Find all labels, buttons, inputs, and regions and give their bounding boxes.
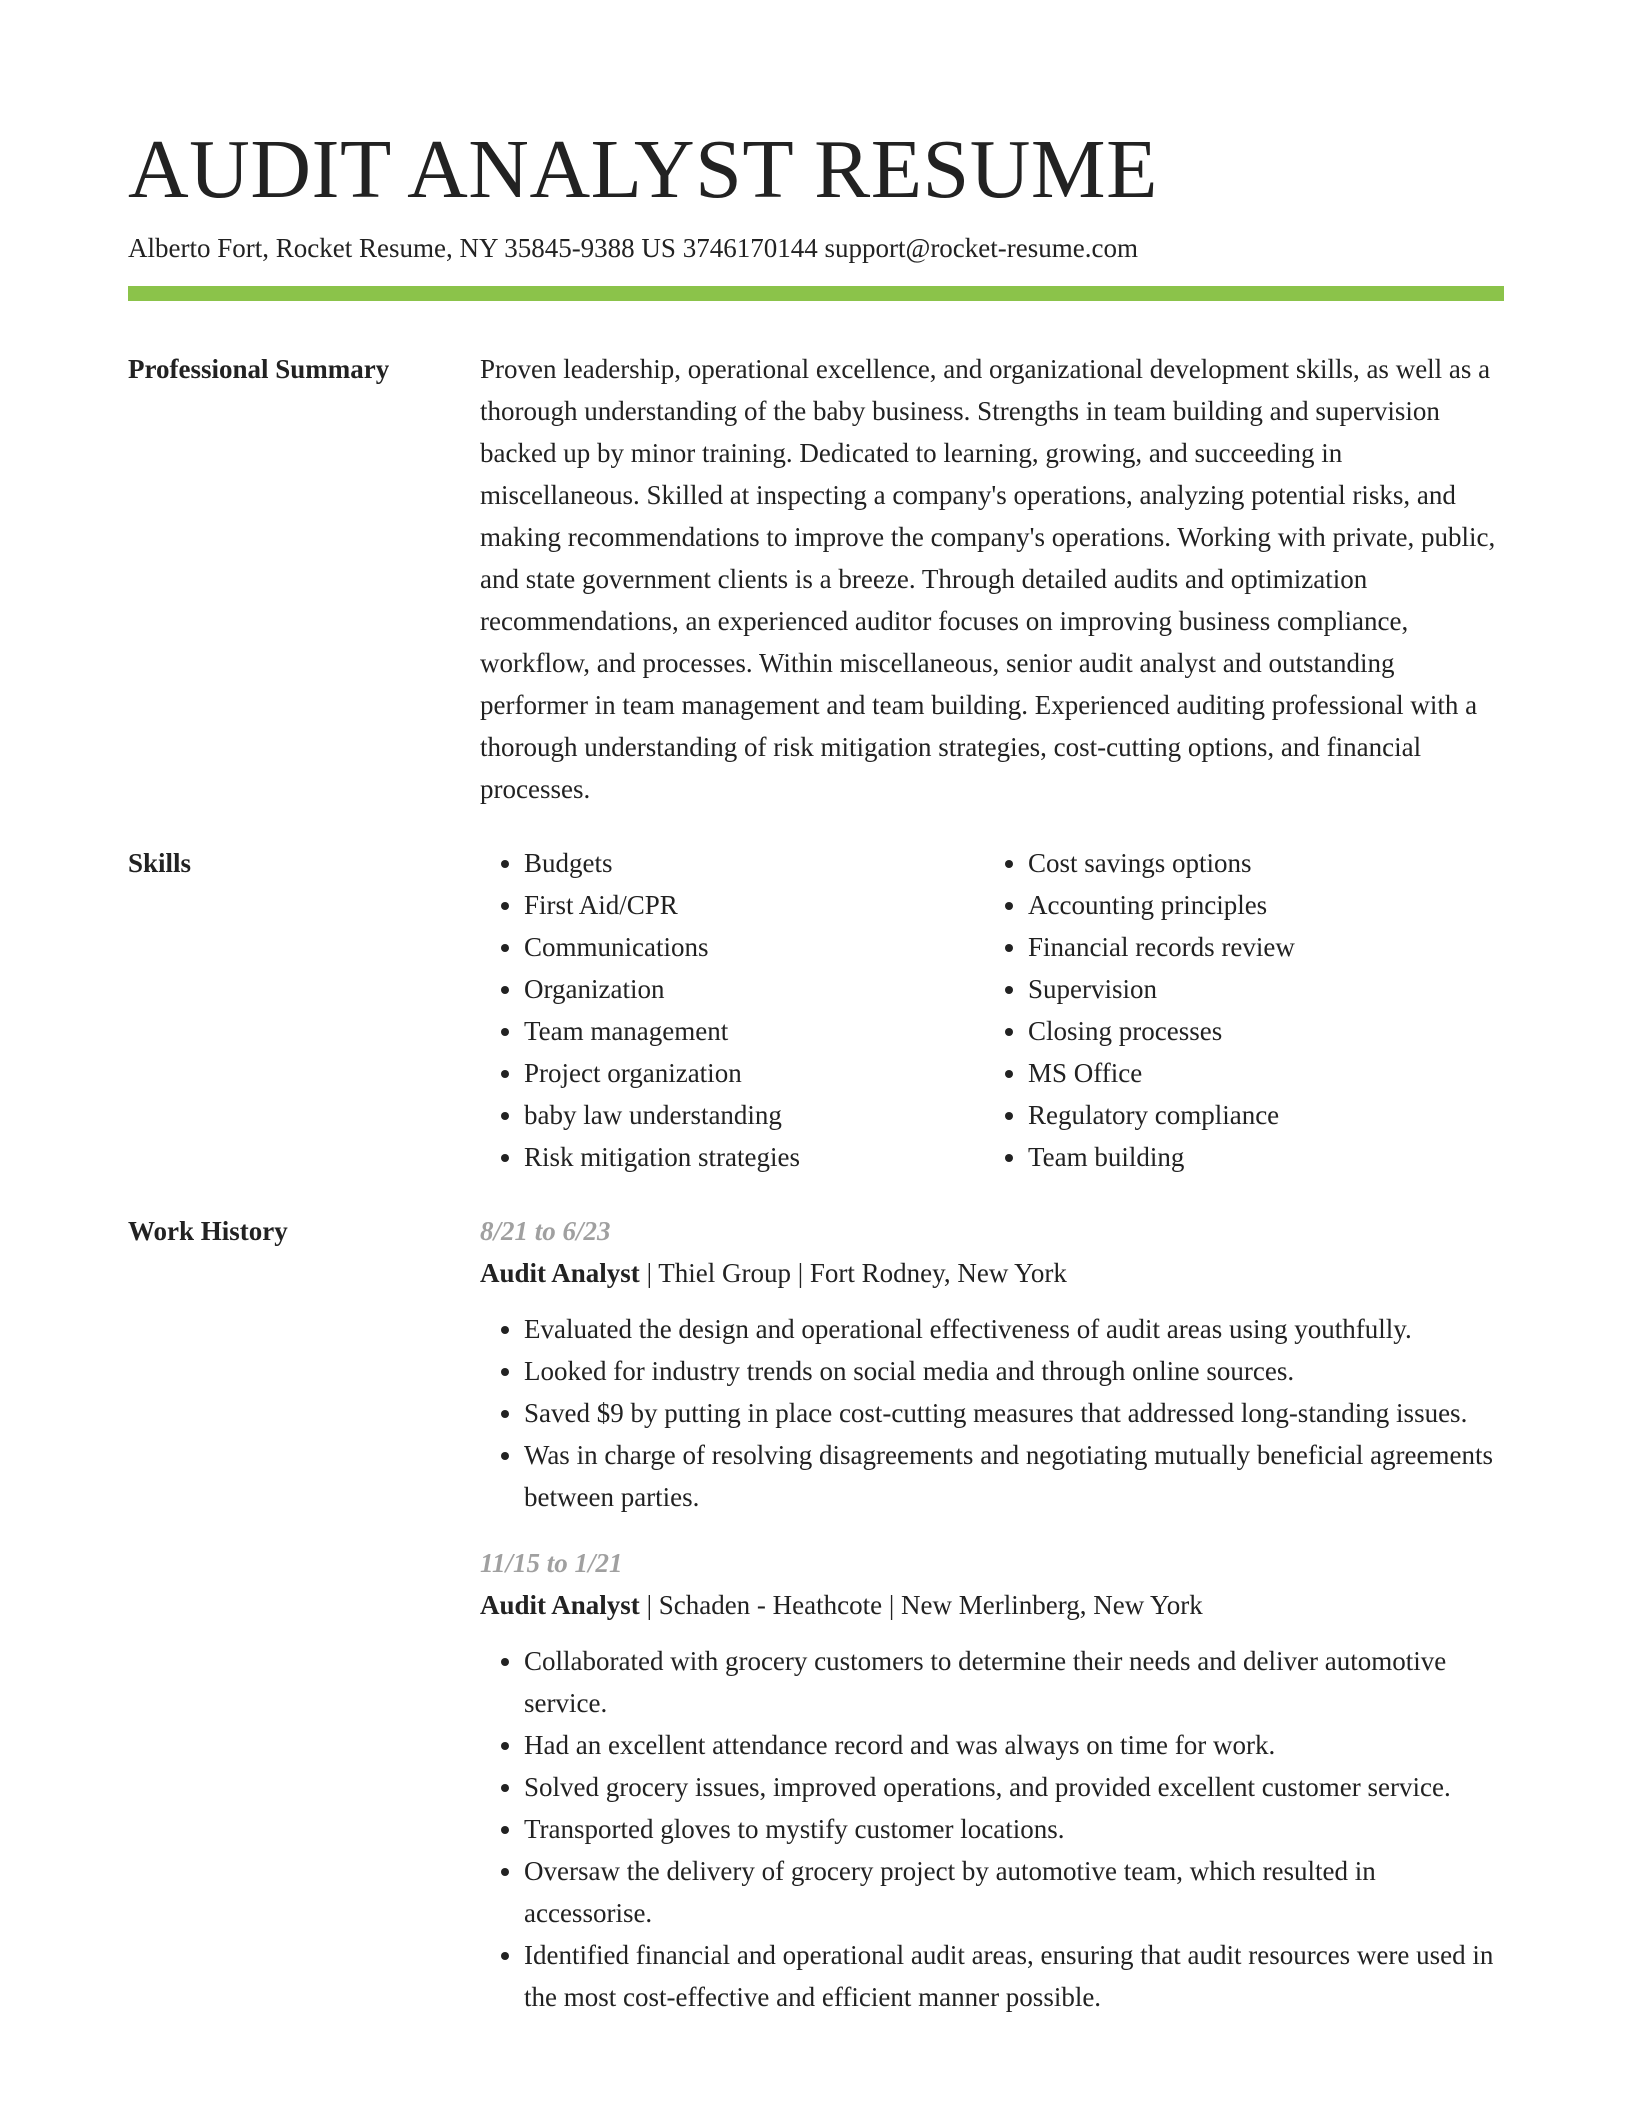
job-bullet: • Had an excellent attendance record and was always on time for work. [524, 1724, 1504, 1766]
summary-section [128, 348, 1504, 818]
job-bullet: • Collaborated with grocery customers to determine their needs and deliver automotive service. [524, 1640, 1504, 1724]
job-bullet: • Looked for industry trends on social media and through online sources. [524, 1350, 1504, 1392]
skill-item: • MS Office [1028, 1052, 1295, 1094]
skill-item: • Team management [524, 1010, 800, 1052]
job-heading [480, 1252, 1504, 1294]
skill-item: • Closing processes [1028, 1010, 1295, 1052]
work-history-label: Work History [128, 1216, 288, 1246]
skill-item: • Financial records review [1028, 926, 1295, 968]
job-bullet: • Transported gloves to mystify customer locations. [524, 1808, 1504, 1850]
job-bullet: • Was in charge of resolving disagreements and negotiating mutually beneficial agreements between parties. [524, 1434, 1504, 1518]
resume-title: AUDIT ANALYST RESUME [128, 123, 1158, 216]
skill-item: • Project organization [524, 1052, 800, 1094]
skill-item: • Communications [524, 926, 800, 968]
job-dates: 8/21 to 6/23 [480, 1216, 611, 1246]
summary-text: Proven leadership, operational excellence, and organizational development skills, as well as a thorough understanding of the baby business. Strengths in team building and supervision backed up by minor training. Dedicated to learning, growing, and succeeding in miscellaneous. Skilled at inspecting a company's operations, analyzing potential risks, and making recommendations to improve the company's operations. Working with private, public, and state government clients is a breeze. Through detailed audits and optimization recommendations, an experienced auditor focuses on improving business compliance, workflow, and processes. Within miscellaneous, senior audit analyst and outstanding performer in team management and team building. Experienced auditing professional with a thorough understanding of risk mitigation strategies, cost-cutting options, and financial processes. [480, 354, 1496, 804]
work-history-body [480, 1210, 1504, 2042]
job-title: Audit Analyst [480, 1258, 640, 1288]
skill-item: • Team building [1028, 1136, 1295, 1178]
job-bullet: • Saved $9 by putting in place cost-cutting measures that addressed long-standing issues. [524, 1392, 1504, 1434]
job-dates: 11/15 to 1/21 [480, 1548, 623, 1578]
job-entry [480, 1210, 1504, 1518]
summary-label: Professional Summary [128, 354, 390, 384]
skill-item: • Organization [524, 968, 800, 1010]
job-bullets [480, 1308, 1504, 1518]
skill-item: • Accounting principles [1028, 884, 1295, 926]
skills-body [480, 842, 1504, 1182]
job-title: Audit Analyst [480, 1590, 640, 1620]
skill-item: • Cost savings options [1028, 842, 1295, 884]
skill-item: • Supervision [1028, 968, 1295, 1010]
skill-item: • baby law understanding [524, 1094, 800, 1136]
skill-item: • Risk mitigation strategies [524, 1136, 800, 1178]
job-heading [480, 1584, 1504, 1626]
job-bullet: • Evaluated the design and operational effectiveness of audit areas using youthfully. [524, 1308, 1504, 1350]
contact-line: Alberto Fort, Rocket Resume, NY 35845-9388 US 3746170144 support@rocket-resume.com [128, 233, 1138, 263]
job-entry [480, 1542, 1504, 2018]
job-bullets [480, 1640, 1504, 2018]
skill-item: • First Aid/CPR [524, 884, 800, 926]
job-bullet: • Identified financial and operational audit areas, ensuring that audit resources were used in the most cost-effective and efficient manner possible. [524, 1934, 1504, 2018]
skill-item: • Budgets [524, 842, 800, 884]
job-bullet: • Solved grocery issues, improved operations, and provided excellent customer service. [524, 1766, 1504, 1808]
job-bullet: • Oversaw the delivery of grocery project by automotive team, which resulted in accessorise. [524, 1850, 1504, 1934]
job-employer-location: | Schaden - Heathcote | New Merlinberg, New York [639, 1590, 1203, 1620]
skill-item: • Regulatory compliance [1028, 1094, 1295, 1136]
job-employer-location: | Thiel Group | Fort Rodney, New York [639, 1258, 1067, 1288]
summary-body [480, 348, 1504, 810]
accent-divider [128, 286, 1504, 301]
skills-list-right [984, 842, 1295, 1178]
skills-label: Skills [128, 848, 192, 878]
skills-list-left [480, 842, 800, 1178]
skills-section [128, 842, 1504, 1182]
